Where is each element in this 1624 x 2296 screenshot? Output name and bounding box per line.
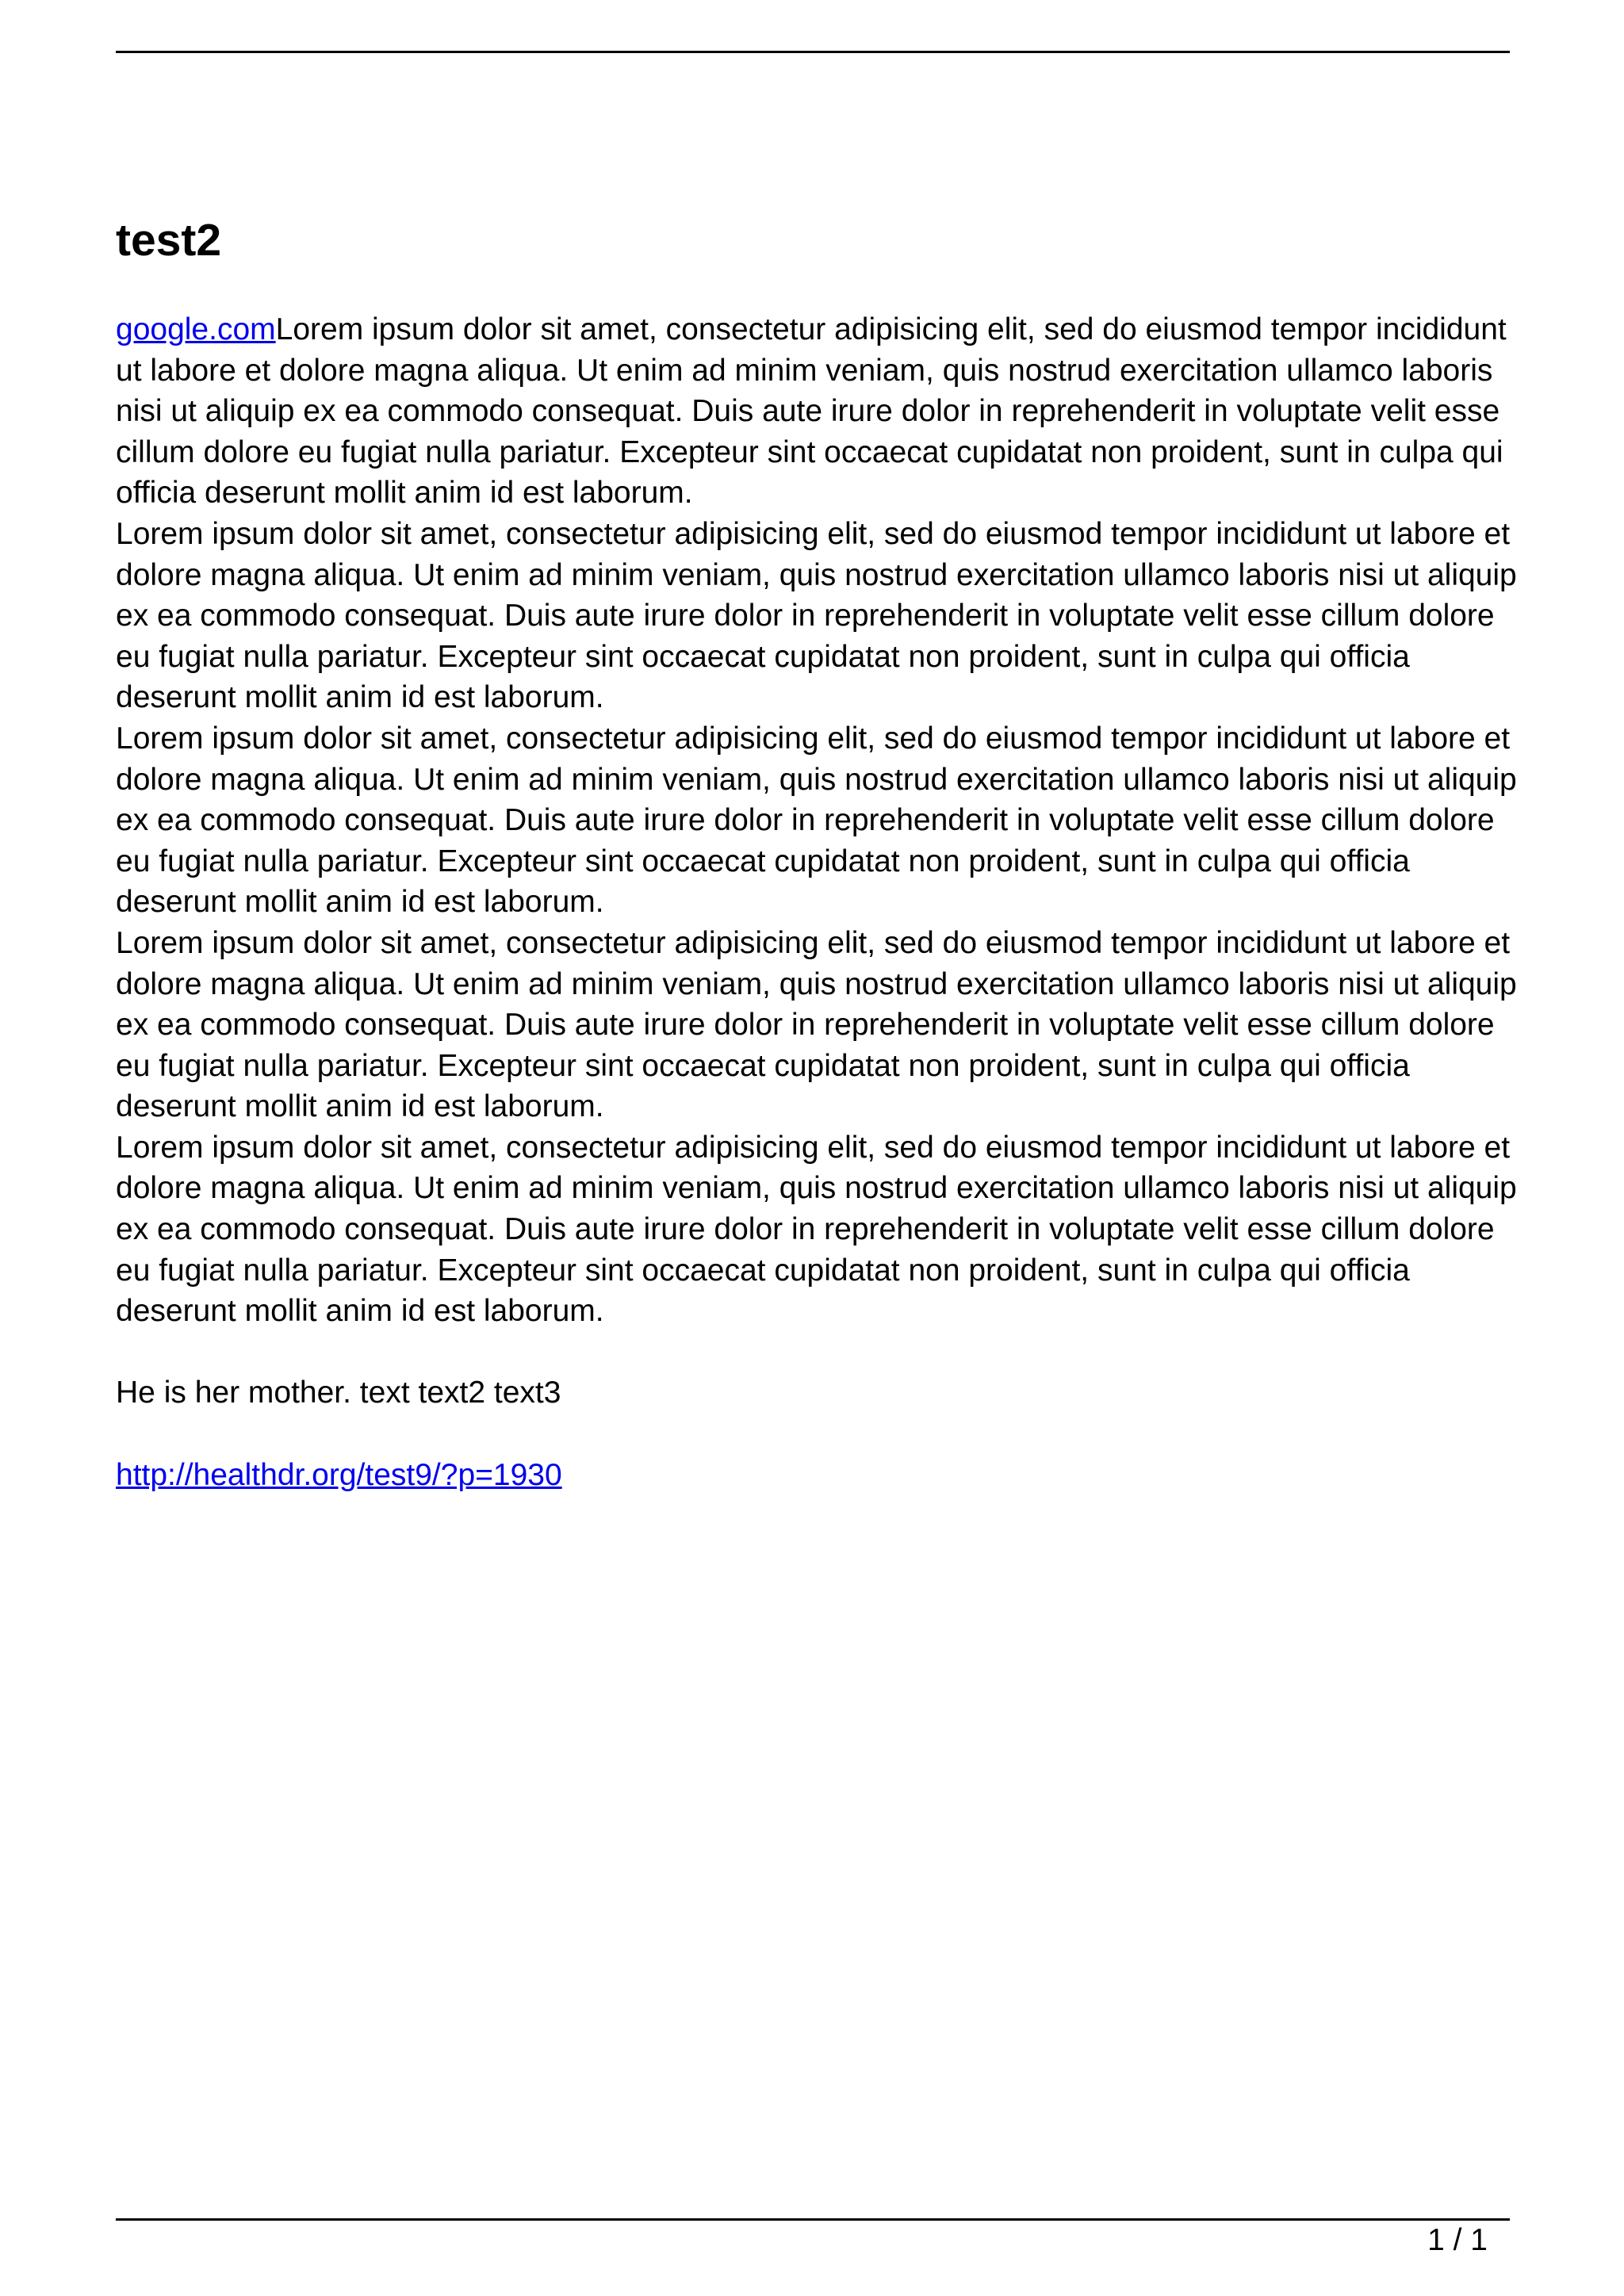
google-link[interactable]: google.com <box>116 312 276 346</box>
header-rule <box>116 51 1510 53</box>
sentence-paragraph: He is her mother. text text2 text3 <box>116 1376 561 1410</box>
document-title: test2 <box>116 215 222 266</box>
document-body <box>116 309 1519 1495</box>
page-number: 1 / 1 <box>1427 2223 1488 2257</box>
body-paragraph-1: Lorem ipsum dolor sit amet, consectetur adipisicing elit, sed do eiusmod tempor incididunt ut labore et dolore magna aliqua. Ut enim ad minim veniam, quis nostrud exercitation ullamco laboris nisi ut aliquip ex ea commodo consequat. Duis aute irure dolor in reprehenderit in voluptate velit esse cillum dolore eu fugiat nulla pariatur. Excepteur sint occaecat cupidatat non proident, sunt in culpa qui officia deserunt mollit anim id est laborum. <box>116 516 1517 715</box>
healthdr-link[interactable]: http://healthdr.org/test9/?p=1930 <box>116 1457 562 1492</box>
body-paragraph-4: Lorem ipsum dolor sit amet, consectetur adipisicing elit, sed do eiusmod tempor incididunt ut labore et dolore magna aliqua. Ut enim ad minim veniam, quis nostrud exercitation ullamco laboris nisi ut aliquip ex ea commodo consequat. Duis aute irure dolor in reprehenderit in voluptate velit esse cillum dolore eu fugiat nulla pariatur. Excepteur sint occaecat cupidatat non proident, sunt in culpa qui officia deserunt mollit anim id est laborum. <box>116 1130 1517 1329</box>
footer-rule <box>116 2218 1510 2221</box>
intro-paragraph <box>116 309 1519 514</box>
body-paragraph-3: Lorem ipsum dolor sit amet, consectetur adipisicing elit, sed do eiusmod tempor incididunt ut labore et dolore magna aliqua. Ut enim ad minim veniam, quis nostrud exercitation ullamco laboris nisi ut aliquip ex ea commodo consequat. Duis aute irure dolor in reprehenderit in voluptate velit esse cillum dolore eu fugiat nulla pariatur. Excepteur sint occaecat cupidatat non proident, sunt in culpa qui officia deserunt mollit anim id est laborum. <box>116 925 1517 1124</box>
intro-paragraph-text: Lorem ipsum dolor sit amet, consectetur adipisicing elit, sed do eiusmod tempor incididunt ut labore et dolore magna aliqua. Ut enim ad minim veniam, quis nostrud exercitation ullamco laboris nisi ut aliquip ex ea commodo consequat. Duis aute irure dolor in reprehenderit in voluptate velit esse cillum dolore eu fugiat nulla pariatur. Excepteur sint occaecat cupidatat non proident, sunt in culpa qui officia deserunt mollit anim id est laborum. <box>116 312 1507 511</box>
body-paragraph-2: Lorem ipsum dolor sit amet, consectetur adipisicing elit, sed do eiusmod tempor incididunt ut labore et dolore magna aliqua. Ut enim ad minim veniam, quis nostrud exercitation ullamco laboris nisi ut aliquip ex ea commodo consequat. Duis aute irure dolor in reprehenderit in voluptate velit esse cillum dolore eu fugiat nulla pariatur. Excepteur sint occaecat cupidatat non proident, sunt in culpa qui officia deserunt mollit anim id est laborum. <box>116 721 1517 920</box>
url-paragraph <box>116 1455 1519 1496</box>
